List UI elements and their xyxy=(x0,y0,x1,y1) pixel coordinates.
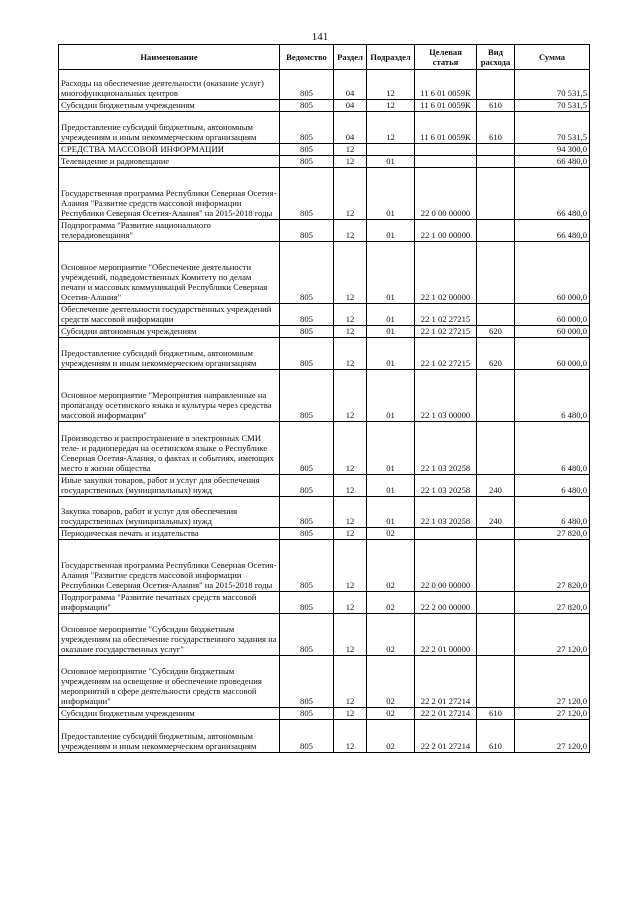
row-expense-type-cell xyxy=(477,70,515,100)
row-name-cell: Обеспечение деятельности государственных учреждений средств массовой информации xyxy=(59,304,280,326)
row-amount-cell: 6 480,0 xyxy=(515,370,590,422)
row-subsection-cell: 01 xyxy=(367,475,415,497)
header-section: Раздел xyxy=(334,45,367,70)
table-row xyxy=(59,70,590,100)
row-expense-type-cell xyxy=(477,144,515,156)
table-row xyxy=(59,422,590,475)
row-amount-cell: 27 820,0 xyxy=(515,528,590,540)
row-section-cell: 04 xyxy=(334,112,367,144)
table-row xyxy=(59,708,590,720)
row-ministry-cell: 805 xyxy=(280,144,334,156)
row-target-cell: 22 0 00 00000 xyxy=(415,168,477,220)
row-ministry-cell: 805 xyxy=(280,304,334,326)
table-row xyxy=(59,370,590,422)
row-subsection-cell: 01 xyxy=(367,338,415,370)
row-amount-cell: 66 480,0 xyxy=(515,168,590,220)
row-amount-cell: 70 531,5 xyxy=(515,70,590,100)
table-row xyxy=(59,100,590,112)
row-subsection-cell: 02 xyxy=(367,592,415,614)
row-ministry-cell: 805 xyxy=(280,326,334,338)
row-ministry-cell: 805 xyxy=(280,497,334,528)
row-ministry-cell: 805 xyxy=(280,370,334,422)
row-amount-cell: 94 300,0 xyxy=(515,144,590,156)
row-subsection-cell: 12 xyxy=(367,70,415,100)
row-name-cell: Государственная программа Республики Северная Осетия-Алания "Развитие средств массовой информации Республики Северная Осетия-Алания" на 2015-2018 годы xyxy=(59,168,280,220)
row-expense-type-cell xyxy=(477,156,515,168)
row-section-cell: 12 xyxy=(334,592,367,614)
row-amount-cell: 70 531,5 xyxy=(515,112,590,144)
row-expense-type-cell: 240 xyxy=(477,475,515,497)
row-section-cell: 12 xyxy=(334,370,367,422)
row-name-cell: Расходы на обеспечение деятельности (оказание услуг) многофункциональных центров xyxy=(59,70,280,100)
row-subsection-cell: 02 xyxy=(367,708,415,720)
row-ministry-cell: 805 xyxy=(280,656,334,708)
row-target-cell: 22 1 03 20258 xyxy=(415,422,477,475)
row-amount-cell: 6 480,0 xyxy=(515,475,590,497)
row-name-cell: Основное мероприятие "Обеспечение деятельности учреждений, подведомственных Комитету по делам печати и массовых коммуникаций Республики Северная Осетия-Алания" xyxy=(59,242,280,304)
row-target-cell: 22 1 00 00000 xyxy=(415,220,477,242)
row-section-cell: 12 xyxy=(334,156,367,168)
row-ministry-cell: 805 xyxy=(280,100,334,112)
row-subsection-cell: 01 xyxy=(367,156,415,168)
row-amount-cell: 6 480,0 xyxy=(515,497,590,528)
page-number: 141 xyxy=(311,31,329,43)
row-ministry-cell: 805 xyxy=(280,112,334,144)
row-name-cell: СРЕДСТВА МАССОВОЙ ИНФОРМАЦИИ xyxy=(59,144,280,156)
row-subsection-cell: 01 xyxy=(367,497,415,528)
row-subsection-cell: 01 xyxy=(367,168,415,220)
row-amount-cell: 60 000,0 xyxy=(515,326,590,338)
row-target-cell: 22 1 02 00000 xyxy=(415,242,477,304)
row-expense-type-cell: 240 xyxy=(477,497,515,528)
table-row xyxy=(59,614,590,656)
row-subsection-cell: 01 xyxy=(367,304,415,326)
row-ministry-cell: 805 xyxy=(280,220,334,242)
row-subsection-cell: 01 xyxy=(367,326,415,338)
row-name-cell: Основное мероприятие "Субсидии бюджетным учреждениям на обеспечение государственного задания на оказание государственных услуг" xyxy=(59,614,280,656)
row-subsection-cell: 01 xyxy=(367,220,415,242)
row-name-cell: Основное мероприятие "Мероприятия направленные на пропаганду осетинского языка и культуры через средства массовой информации" xyxy=(59,370,280,422)
row-name-cell: Предоставление субсидий бюджетным, автономным учреждениям и иным некоммерческим организациям xyxy=(59,112,280,144)
row-expense-type-cell xyxy=(477,370,515,422)
row-section-cell: 12 xyxy=(334,540,367,592)
table-row xyxy=(59,304,590,326)
row-amount-cell: 6 480,0 xyxy=(515,422,590,475)
table-row xyxy=(59,720,590,753)
row-ministry-cell: 805 xyxy=(280,540,334,592)
row-expense-type-cell xyxy=(477,304,515,326)
row-section-cell: 12 xyxy=(334,614,367,656)
row-name-cell: Государственная программа Республики Северная Осетия-Алания "Развитие средств массовой информации Республики Северная Осетия-Алания" на 2015-2018 годы xyxy=(59,540,280,592)
row-section-cell: 12 xyxy=(334,338,367,370)
row-section-cell: 04 xyxy=(334,70,367,100)
row-expense-type-cell xyxy=(477,168,515,220)
row-expense-type-cell: 620 xyxy=(477,338,515,370)
row-amount-cell: 70 531,5 xyxy=(515,100,590,112)
table-row xyxy=(59,656,590,708)
row-subsection-cell: 02 xyxy=(367,528,415,540)
table-row xyxy=(59,144,590,156)
row-name-cell: Субсидии автономным учреждениям xyxy=(59,326,280,338)
row-section-cell: 12 xyxy=(334,422,367,475)
header-target-article: Целевая статья xyxy=(415,45,477,70)
row-name-cell: Производство и распространение в электронных СМИ теле- и радиопередач на осетинском языке о Республике Северная Осетия-Алания, о фактах и событиях, имеющих место в жизни общества xyxy=(59,422,280,475)
table-row xyxy=(59,528,590,540)
row-name-cell: Субсидии бюджетным учреждениям xyxy=(59,708,280,720)
row-expense-type-cell xyxy=(477,592,515,614)
row-amount-cell: 27 120,0 xyxy=(515,720,590,753)
row-name-cell: Периодическая печать и издательства xyxy=(59,528,280,540)
budget-table xyxy=(58,44,590,753)
header-ministry: Ведомство xyxy=(280,45,334,70)
row-target-cell: 22 1 02 27215 xyxy=(415,326,477,338)
row-section-cell: 12 xyxy=(334,475,367,497)
row-target-cell: 22 2 00 00000 xyxy=(415,592,477,614)
row-expense-type-cell xyxy=(477,614,515,656)
row-subsection-cell: 02 xyxy=(367,614,415,656)
row-expense-type-cell: 610 xyxy=(477,112,515,144)
row-section-cell: 12 xyxy=(334,242,367,304)
table-row xyxy=(59,156,590,168)
row-target-cell: 22 2 01 27214 xyxy=(415,720,477,753)
row-name-cell: Закупка товаров, работ и услуг для обеспечения государственных (муниципальных) нужд xyxy=(59,497,280,528)
row-target-cell: 22 2 01 27214 xyxy=(415,656,477,708)
row-section-cell: 12 xyxy=(334,220,367,242)
row-ministry-cell: 805 xyxy=(280,475,334,497)
row-amount-cell: 27 120,0 xyxy=(515,708,590,720)
row-section-cell: 12 xyxy=(334,326,367,338)
table-row xyxy=(59,242,590,304)
row-expense-type-cell xyxy=(477,220,515,242)
row-name-cell: Подпрограмма "Развитие печатных средств массовой информации" xyxy=(59,592,280,614)
row-target-cell: 11 6 01 0059К xyxy=(415,100,477,112)
row-subsection-cell: 01 xyxy=(367,242,415,304)
row-amount-cell: 27 820,0 xyxy=(515,540,590,592)
row-amount-cell: 66 480,0 xyxy=(515,156,590,168)
row-section-cell: 12 xyxy=(334,720,367,753)
row-name-cell: Иные закупки товаров, работ и услуг для обеспечения государственных (муниципальных) нужд xyxy=(59,475,280,497)
row-target-cell: 22 0 00 00000 xyxy=(415,540,477,592)
table-row xyxy=(59,592,590,614)
row-ministry-cell: 805 xyxy=(280,592,334,614)
row-amount-cell: 66 480,0 xyxy=(515,220,590,242)
row-ministry-cell: 805 xyxy=(280,168,334,220)
table-row xyxy=(59,497,590,528)
row-expense-type-cell xyxy=(477,528,515,540)
row-section-cell: 12 xyxy=(334,528,367,540)
row-expense-type-cell xyxy=(477,422,515,475)
table-row xyxy=(59,326,590,338)
row-subsection-cell: 12 xyxy=(367,112,415,144)
row-expense-type-cell xyxy=(477,540,515,592)
row-subsection-cell: 01 xyxy=(367,422,415,475)
row-section-cell: 12 xyxy=(334,708,367,720)
table-row xyxy=(59,220,590,242)
row-ministry-cell: 805 xyxy=(280,242,334,304)
row-target-cell xyxy=(415,144,477,156)
row-target-cell: 22 2 01 00000 xyxy=(415,614,477,656)
table-row xyxy=(59,475,590,497)
row-name-cell: Телевидение и радиовещание xyxy=(59,156,280,168)
row-name-cell: Предоставление субсидий бюджетным, автономным учреждениям и иным некоммерческим организациям xyxy=(59,338,280,370)
row-expense-type-cell xyxy=(477,656,515,708)
row-amount-cell: 27 820,0 xyxy=(515,592,590,614)
row-expense-type-cell: 610 xyxy=(477,708,515,720)
row-subsection-cell xyxy=(367,144,415,156)
row-target-cell: 22 1 02 27215 xyxy=(415,304,477,326)
row-name-cell: Субсидии бюджетным учреждениям xyxy=(59,100,280,112)
row-subsection-cell: 02 xyxy=(367,720,415,753)
row-target-cell: 22 2 01 27214 xyxy=(415,708,477,720)
row-ministry-cell: 805 xyxy=(280,338,334,370)
row-amount-cell: 60 000,0 xyxy=(515,338,590,370)
row-ministry-cell: 805 xyxy=(280,422,334,475)
row-target-cell: 22 1 03 20258 xyxy=(415,475,477,497)
row-section-cell: 12 xyxy=(334,497,367,528)
table-row xyxy=(59,338,590,370)
row-target-cell: 22 1 02 27215 xyxy=(415,338,477,370)
table-row xyxy=(59,540,590,592)
row-ministry-cell: 805 xyxy=(280,614,334,656)
row-expense-type-cell: 610 xyxy=(477,720,515,753)
row-expense-type-cell: 610 xyxy=(477,100,515,112)
row-name-cell: Основное мероприятие "Субсидии бюджетным учреждениям на освещение и обеспечение проведения мероприятий в сфере деятельности средств массовой информации" xyxy=(59,656,280,708)
table-header-row xyxy=(59,45,590,70)
row-section-cell: 12 xyxy=(334,168,367,220)
row-section-cell: 12 xyxy=(334,656,367,708)
row-name-cell: Подпрограмма "Развитие национального телерадиовещания" xyxy=(59,220,280,242)
row-expense-type-cell: 620 xyxy=(477,326,515,338)
row-subsection-cell: 01 xyxy=(367,370,415,422)
row-amount-cell: 60 000,0 xyxy=(515,242,590,304)
header-amount: Сумма xyxy=(515,45,590,70)
row-subsection-cell: 02 xyxy=(367,540,415,592)
header-expense-type: Вид расхода xyxy=(477,45,515,70)
row-section-cell: 04 xyxy=(334,100,367,112)
row-subsection-cell: 02 xyxy=(367,656,415,708)
row-ministry-cell: 805 xyxy=(280,70,334,100)
row-target-cell: 22 1 03 00000 xyxy=(415,370,477,422)
row-subsection-cell: 12 xyxy=(367,100,415,112)
row-name-cell: Предоставление субсидий бюджетным, автономным учреждениям и иным некоммерческим организациям xyxy=(59,720,280,753)
row-ministry-cell: 805 xyxy=(280,528,334,540)
row-ministry-cell: 805 xyxy=(280,720,334,753)
row-target-cell: 11 6 01 0059К xyxy=(415,112,477,144)
row-target-cell xyxy=(415,528,477,540)
row-expense-type-cell xyxy=(477,242,515,304)
row-section-cell: 12 xyxy=(334,304,367,326)
row-ministry-cell: 805 xyxy=(280,156,334,168)
row-section-cell: 12 xyxy=(334,144,367,156)
row-amount-cell: 27 120,0 xyxy=(515,656,590,708)
row-target-cell: 22 1 03 20258 xyxy=(415,497,477,528)
header-name: Наименование xyxy=(59,45,280,70)
row-target-cell xyxy=(415,156,477,168)
table-row xyxy=(59,112,590,144)
row-amount-cell: 60 000,0 xyxy=(515,304,590,326)
row-target-cell: 11 6 01 0059К xyxy=(415,70,477,100)
row-ministry-cell: 805 xyxy=(280,708,334,720)
table-row xyxy=(59,168,590,220)
table-body xyxy=(59,70,590,753)
header-subsection: Подраздел xyxy=(367,45,415,70)
row-amount-cell: 27 120,0 xyxy=(515,614,590,656)
